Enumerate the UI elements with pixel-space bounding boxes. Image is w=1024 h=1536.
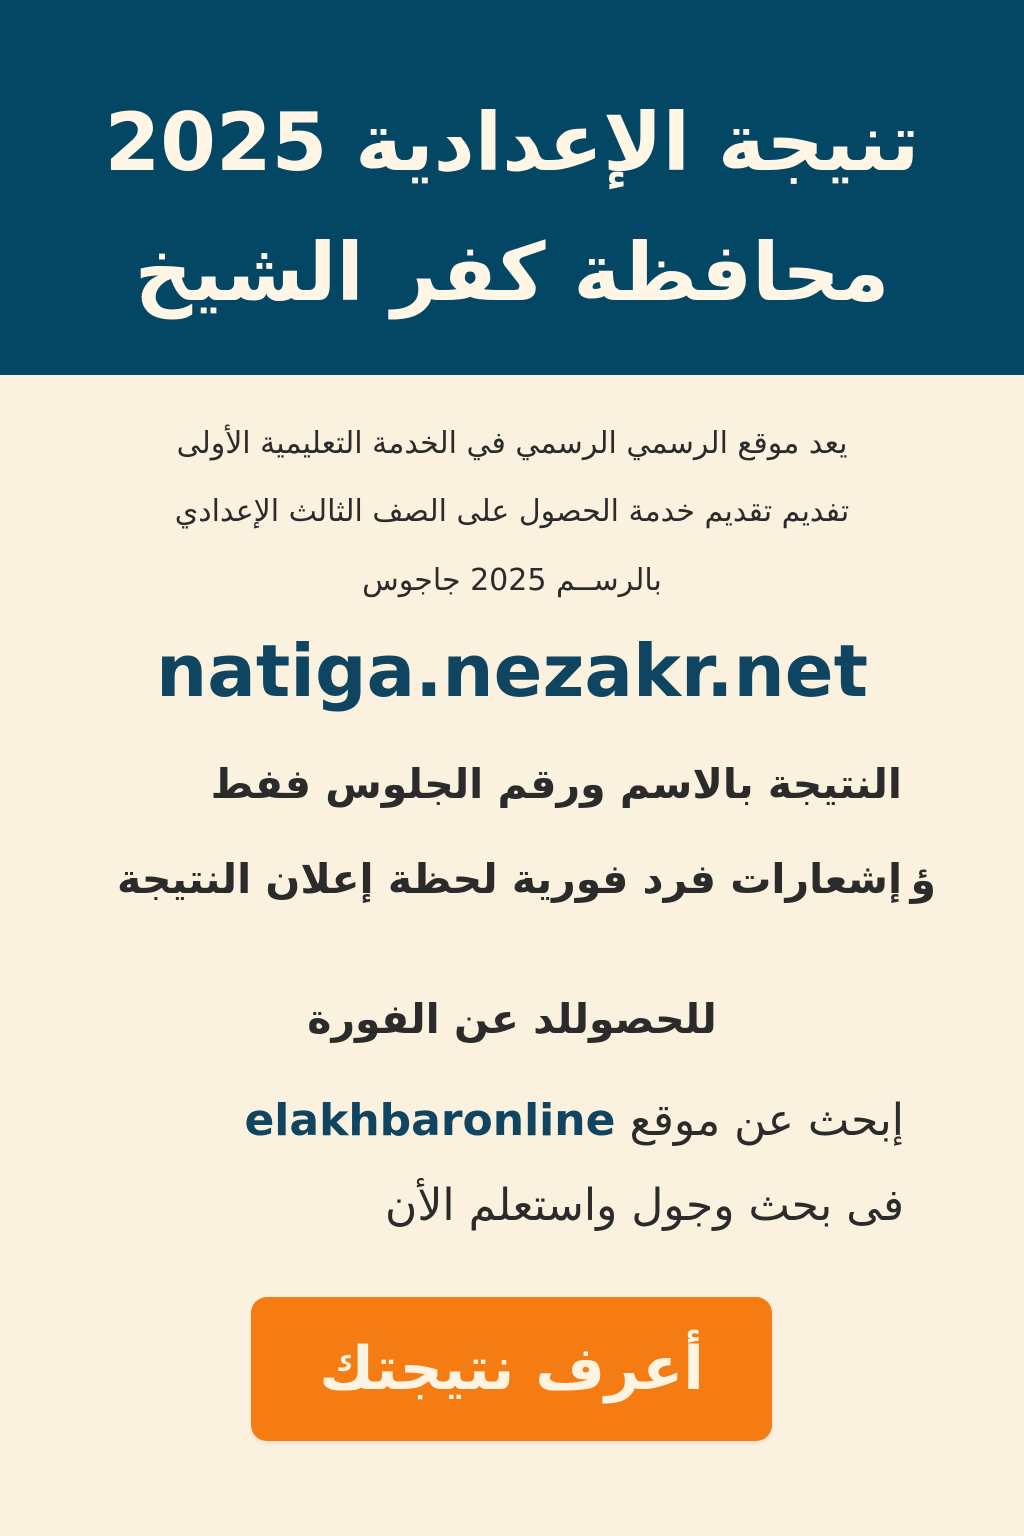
page-subtitle: محافظة كفر الشيخ xyxy=(134,226,890,319)
intro-text-line-2: تفديم تقديم خدمة الحصول على الصف الثالث الإعدادي xyxy=(174,494,850,529)
header-banner xyxy=(0,0,1024,375)
know-your-result-button[interactable]: أعرف نتيجتك xyxy=(251,1297,772,1441)
feature-item-notifications: إشعارات فرد فورية لحظة إعلان النتيجة xyxy=(117,855,902,903)
intro-text-line-1: يعد موقع الرسمي الرسمي في الخدمة التعليمية الأولى xyxy=(176,426,848,461)
site-url-text: natiga.nezakr.net xyxy=(156,629,868,713)
search-prefix-text: إبحث عن موقع xyxy=(629,1095,904,1146)
section-heading: للحصوللد عن الفورة xyxy=(307,995,717,1043)
intro-text-line-3: بالرســم 2025 جاجوس xyxy=(362,563,662,598)
search-instruction-line-2: فى بحث وجول واستعلم الأن xyxy=(385,1180,904,1231)
search-instruction-line-1 xyxy=(244,1095,904,1148)
bullet-icon: ؤ xyxy=(910,856,936,904)
feature-item-result-by-name: النتيجة بالاسم ورقم الجلوس ففط xyxy=(210,760,902,808)
site-name-text: elakhbaronline xyxy=(244,1095,616,1146)
page-title: تنيجة الإعدادية 2025 xyxy=(104,96,920,189)
